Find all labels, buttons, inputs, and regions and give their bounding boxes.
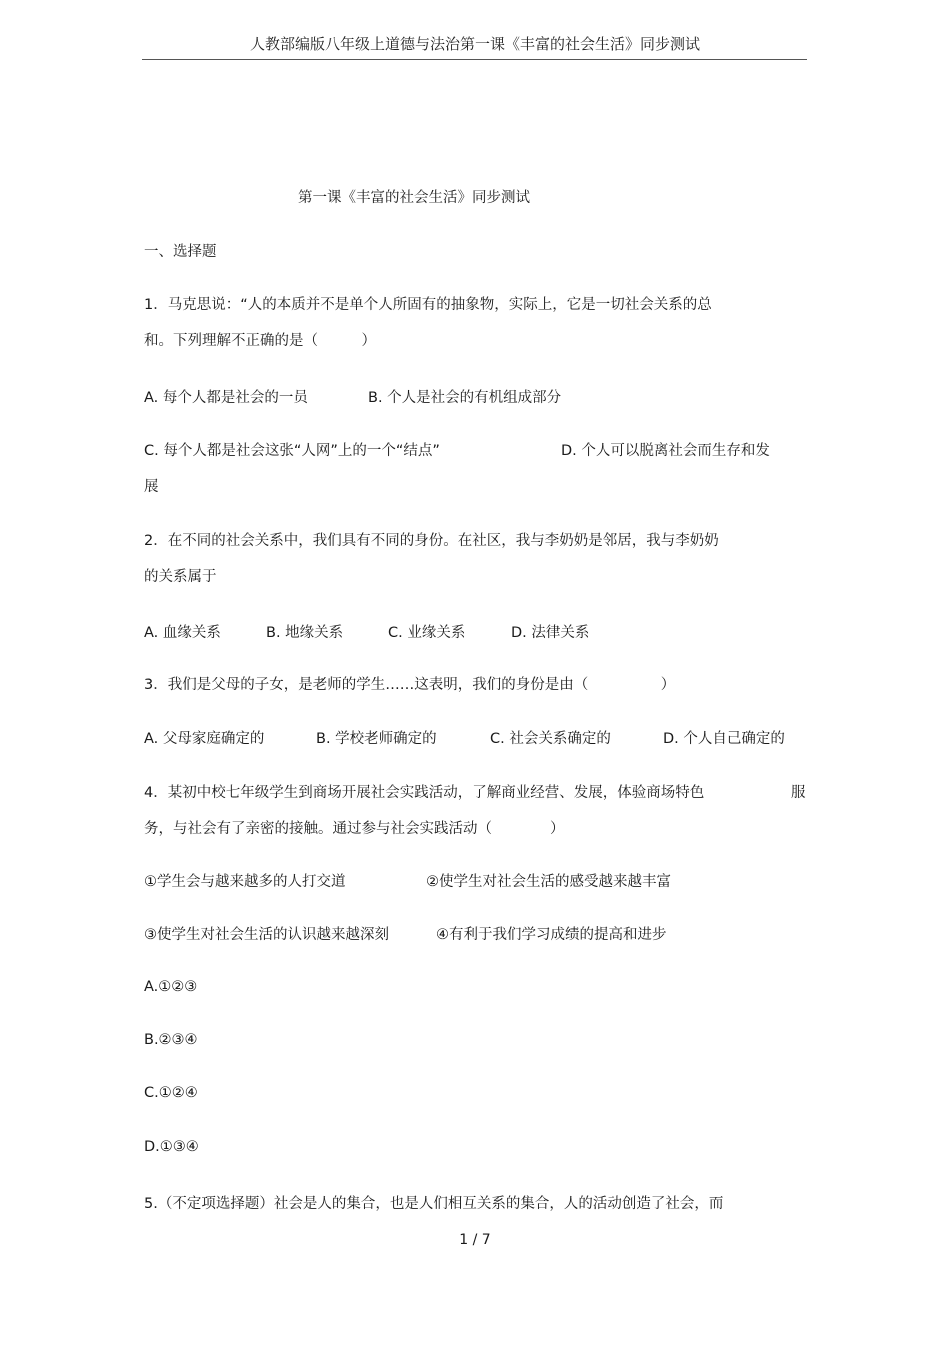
question-4-statement-1: ①学生会与越来越多的人打交道	[144, 874, 346, 890]
question-1-option-d-continued: 展	[144, 479, 159, 495]
question-2-option-c: C. 业缘关系	[388, 625, 466, 641]
question-4-option-b: B.②③④	[144, 1032, 198, 1048]
question-1-option-d: D. 个人可以脱离社会而生存和发	[561, 443, 770, 459]
question-4-option-d: D.①③④	[144, 1139, 199, 1155]
question-5-line-1: 5.（不定项选择题）社会是人的集合，也是人们相互关系的集合，人的活动创造了社会，而	[144, 1196, 724, 1212]
question-1-option-b: B. 个人是社会的有机组成部分	[368, 390, 562, 406]
question-2-line-1: 2．在不同的社会关系中，我们具有不同的身份。在社区，我与李奶奶是邻居，我与李奶奶	[144, 533, 719, 549]
question-4-option-a: A.①②③	[144, 979, 198, 995]
page-header-title: 人教部编版八年级上道德与法治第一课《丰富的社会生活》同步测试	[249, 35, 700, 53]
question-1-option-c: C. 每个人都是社会这张“人网”上的一个“结点”	[144, 443, 440, 459]
question-4-statement-4: ④有利于我们学习成绩的提高和进步	[436, 927, 667, 943]
question-4-statement-2: ②使学生对社会生活的感受越来越丰富	[426, 874, 671, 890]
question-2-option-b: B. 地缘关系	[266, 625, 344, 641]
page-number: 1 / 7	[459, 1232, 491, 1248]
document-title: 第一课《丰富的社会生活》同步测试	[298, 190, 530, 206]
question-1-line-1: 1．马克思说：“人的本质并不是单个人所固有的抽象物，实际上，它是一切社会关系的总	[144, 297, 712, 313]
question-4-statement-3: ③使学生对社会生活的认识越来越深刻	[144, 927, 389, 943]
question-3-option-a: A. 父母家庭确定的	[144, 731, 265, 747]
question-3-option-c: C. 社会关系确定的	[490, 731, 611, 747]
question-3-option-d: D. 个人自己确定的	[663, 731, 785, 747]
question-4-line-2: 务，与社会有了亲密的接触。通过参与社会实践活动（ ）	[144, 821, 565, 837]
question-4-line-1-end: 服	[791, 785, 806, 801]
question-2-option-a: A. 血缘关系	[144, 625, 221, 641]
question-4-option-c: C.①②④	[144, 1085, 198, 1101]
question-4-line-1: 4．某初中校七年级学生到商场开展社会实践活动，了解商业经营、发展，体验商场特色	[144, 785, 705, 801]
section-heading: 一、选择题	[144, 244, 217, 260]
question-2-line-2: 的关系属于	[144, 569, 217, 585]
question-2-option-d: D. 法律关系	[511, 625, 590, 641]
question-3-option-b: B. 学校老师确定的	[316, 731, 437, 747]
question-1-option-a: A. 每个人都是社会的一员	[144, 390, 308, 406]
question-1-line-2: 和。下列理解不正确的是（ ）	[144, 333, 376, 349]
header-divider	[142, 59, 807, 60]
question-3-line-1: 3．我们是父母的子女，是老师的学生……这表明，我们的身份是由（ ）	[144, 677, 676, 693]
